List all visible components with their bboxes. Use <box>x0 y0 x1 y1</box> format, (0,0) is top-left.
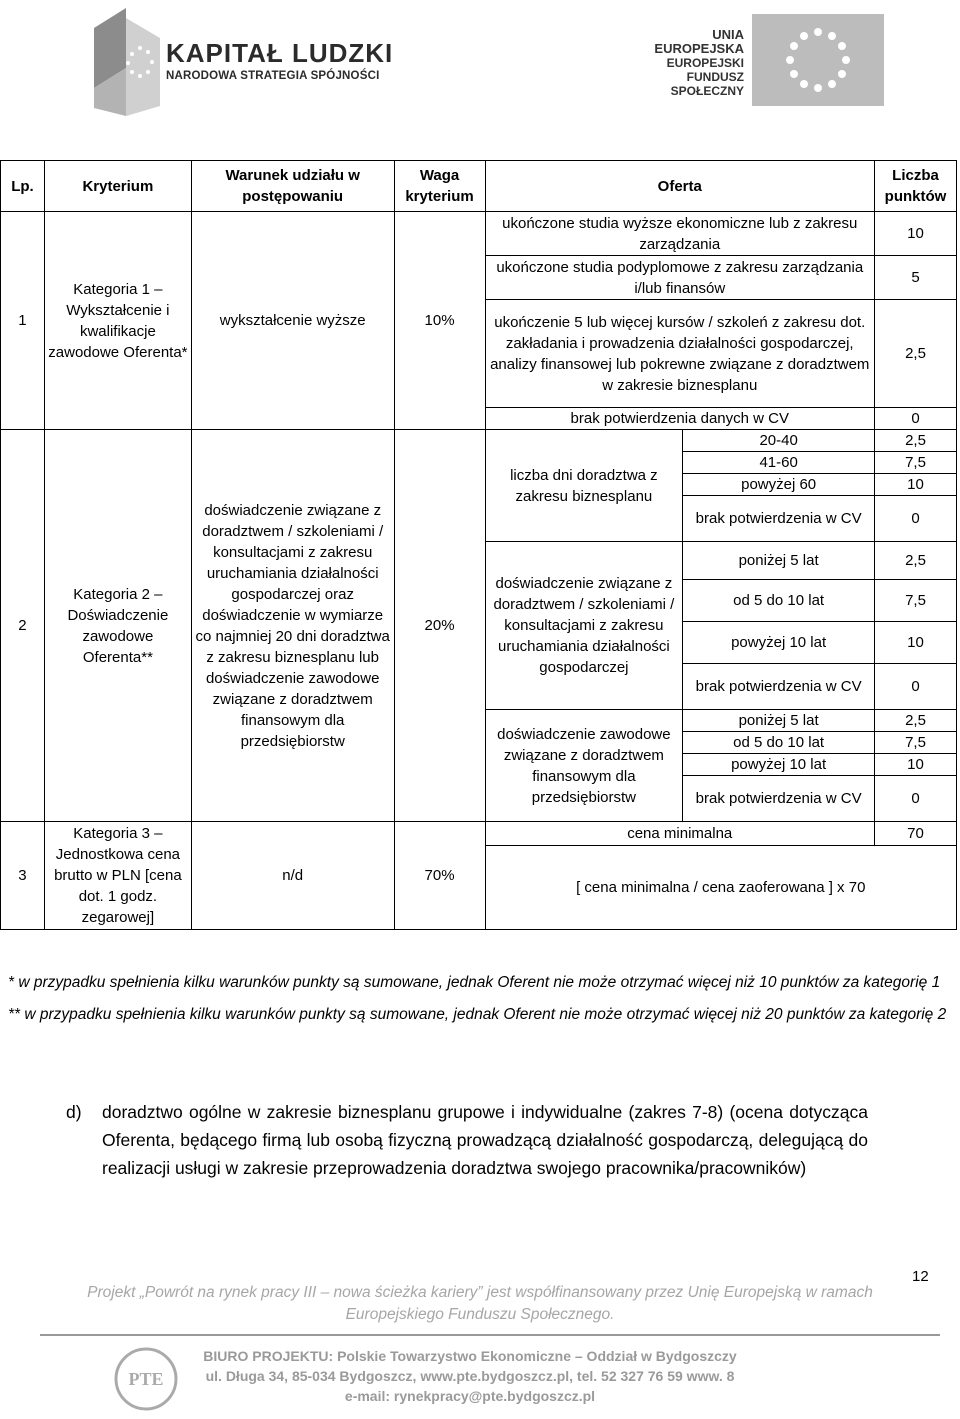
row2-group3-item: od 5 do 10 lat <box>683 732 875 754</box>
footer-divider <box>40 1334 940 1336</box>
pte-logo-icon <box>108 1346 184 1412</box>
row2-group1-label: liczba dni doradztwa z zakresu biznesplanu <box>485 430 683 542</box>
row2-group2-points: 7,5 <box>875 580 957 622</box>
kapital-ludzki-logo <box>86 8 406 118</box>
row1-points-1: 10 <box>875 212 957 256</box>
row2-group3-points: 2,5 <box>875 710 957 732</box>
row2-group2-label: doświadczenie związane z doradztwem / szkoleniami / konsultacjami z zakresu uruchamiania działalności gospodarczej <box>485 542 683 710</box>
row2-group3-item: powyżej 10 lat <box>683 754 875 776</box>
footer-email-link[interactable]: rynekpracy@pte.bydgoszcz.pl <box>393 1388 596 1404</box>
footer-email-prefix: e-mail: <box>344 1388 394 1404</box>
row2-group2-item: powyżej 10 lat <box>683 622 875 664</box>
eu-line3: FUNDUSZ SPOŁECZNY <box>670 70 744 98</box>
criteria-table <box>0 160 957 930</box>
header-punkty: Liczba punktów <box>875 161 957 212</box>
eu-logo <box>620 14 900 124</box>
kapital-ludzki-title: KAPITAŁ LUDZKI <box>166 38 394 68</box>
row2-group2-points: 2,5 <box>875 542 957 580</box>
section-d-label: d) <box>66 1102 82 1122</box>
row2-kryterium: Kategoria 2 – Doświadczenie zawodowe Oferenta** <box>44 430 191 822</box>
header-oferta: Oferta <box>485 161 874 212</box>
footer-office: BIURO PROJEKTU: Polskie Towarzystwo Ekonomiczne – Oddział w Bydgoszczy <box>203 1348 737 1364</box>
page-number: 12 <box>912 1268 929 1285</box>
row2-warunek: doświadczenie związane z doradztwem / szkoleniami / konsultacjami z zakresu uruchamiania działalności gospodarczej oraz doświadczenie w wymiarze co najmniej 20 dni doradztwa z zakresu biznesplanu lub doświadczenie zawodowe związane z doradztwem finansowym dla przedsiębiorstw <box>191 430 394 822</box>
row3-waga: 70% <box>394 822 485 930</box>
row2-group2-points: 10 <box>875 622 957 664</box>
row1-offer-2: ukończone studia podyplomowe z zakresu zarządzania i/lub finansów <box>485 256 874 300</box>
section-d <box>66 1098 868 1182</box>
row3-formula: [ cena minimalna / cena zaoferowana ] x 70 <box>485 846 956 930</box>
footer-project-text: Projekt „Powrót na rynek pracy III – nowa ścieżka kariery” jest współfinansowany przez Unię Europejską w ramach Europejskiego Funduszu Społecznego. <box>87 1284 873 1323</box>
row1-points-3: 2,5 <box>875 300 957 408</box>
row2-group3-points: 0 <box>875 776 957 822</box>
row2-group1-points: 0 <box>875 496 957 542</box>
table-header-row <box>1 161 957 212</box>
eu-line1: UNIA EUROPEJSKA <box>654 27 744 56</box>
row3-warunek: n/d <box>191 822 394 930</box>
kapital-ludzki-mark-icon <box>86 8 164 116</box>
row2-group1-item: powyżej 60 <box>683 474 875 496</box>
footnote-2: ** w przypadku spełnienia kilku warunków punkty są sumowane, jednak Oferent nie może otrzymać więcej niż 20 punktów za kategorię 2 <box>8 1006 947 1023</box>
row2-group1-item: brak potwierdzenia w CV <box>683 496 875 542</box>
row2-group1-item: 41-60 <box>683 452 875 474</box>
row2-group1-item: 20-40 <box>683 430 875 452</box>
row1-points-4: 0 <box>875 408 957 430</box>
row3-lp: 3 <box>1 822 45 930</box>
row2-group2-item: poniżej 5 lat <box>683 542 875 580</box>
row1-lp: 1 <box>1 212 45 430</box>
row1-points-2: 5 <box>875 256 957 300</box>
eu-line2: EUROPEJSKI <box>666 56 744 70</box>
eu-text <box>620 28 744 98</box>
row3-kryterium: Kategoria 3 – Jednostkowa cena brutto w PLN [cena dot. 1 godz. zegarowej] <box>44 822 191 930</box>
header-kryterium: Kryterium <box>44 161 191 212</box>
row2-lp: 2 <box>1 430 45 822</box>
header-warunek: Warunek udziału w postępowaniu <box>191 161 394 212</box>
row2-group1-points: 7,5 <box>875 452 957 474</box>
row1-warunek: wykształcenie wyższe <box>191 212 394 430</box>
section-d-text: doradztwo ogólne w zakresie biznesplanu grupowe i indywidualne (zakres 7-8) (ocena dotycząca Oferenta, będącego firmą lub osobą fizyczną prowadzącą działalność gospodarczą, delegującą do realizacji usługi w zakresie przeprowadzenia doradztwa swojego pracownika/pracowników) <box>102 1102 868 1178</box>
row2-group3-item: brak potwierdzenia w CV <box>683 776 875 822</box>
table-row <box>1 430 957 452</box>
row2-waga: 20% <box>394 430 485 822</box>
row2-group2-points: 0 <box>875 664 957 710</box>
row3-points-min: 70 <box>875 822 957 846</box>
table-row <box>1 212 957 256</box>
row2-group1-points: 2,5 <box>875 430 957 452</box>
row1-kryterium: Kategoria 1 – Wykształcenie i kwalifikacje zawodowe Oferenta* <box>44 212 191 430</box>
svg-text:PTE: PTE <box>128 1369 164 1389</box>
row1-offer-3: ukończenie 5 lub więcej kursów / szkoleń z zakresu dot. zakładania i prowadzenia działalności gospodarczej, analizy finansowej lub pokrewne związane z doradztwem w zakresie biznesplanu <box>485 300 874 408</box>
row2-group3-label: doświadczenie zawodowe związane z doradztwem finansowym dla przedsiębiorstw <box>485 710 683 822</box>
header-waga: Waga kryterium <box>394 161 485 212</box>
eu-flag-icon <box>752 14 884 106</box>
kapital-ludzki-subtitle: NARODOWA STRATEGIA SPÓJNOŚCI <box>166 70 380 82</box>
footer-email-line <box>190 1386 750 1406</box>
footnotes <box>8 970 956 1034</box>
footnote-1: * w przypadku spełnienia kilku warunków punkty są sumowane, jednak Oferent nie może otrzymać więcej niż 10 punktów za kategorię 1 <box>8 974 941 991</box>
row1-offer-1: ukończone studia wyższe ekonomiczne lub z zakresu zarządzania <box>485 212 874 256</box>
row2-group2-item: od 5 do 10 lat <box>683 580 875 622</box>
row2-group2-item: brak potwierdzenia w CV <box>683 664 875 710</box>
row3-offer-min: cena minimalna <box>485 822 874 846</box>
footer-contact: ul. Długa 34, 85-034 Bydgoszcz, www.pte.bydgoszcz.pl, tel. 52 327 76 59 www. 8 <box>205 1368 735 1384</box>
row1-offer-4: brak potwierdzenia danych w CV <box>485 408 874 430</box>
row2-group3-item: poniżej 5 lat <box>683 710 875 732</box>
table-row <box>1 822 957 846</box>
footer-address <box>190 1346 750 1406</box>
header-lp: Lp. <box>1 161 45 212</box>
row1-waga: 10% <box>394 212 485 430</box>
row2-group3-points: 10 <box>875 754 957 776</box>
row2-group3-points: 7,5 <box>875 732 957 754</box>
row2-group1-points: 10 <box>875 474 957 496</box>
